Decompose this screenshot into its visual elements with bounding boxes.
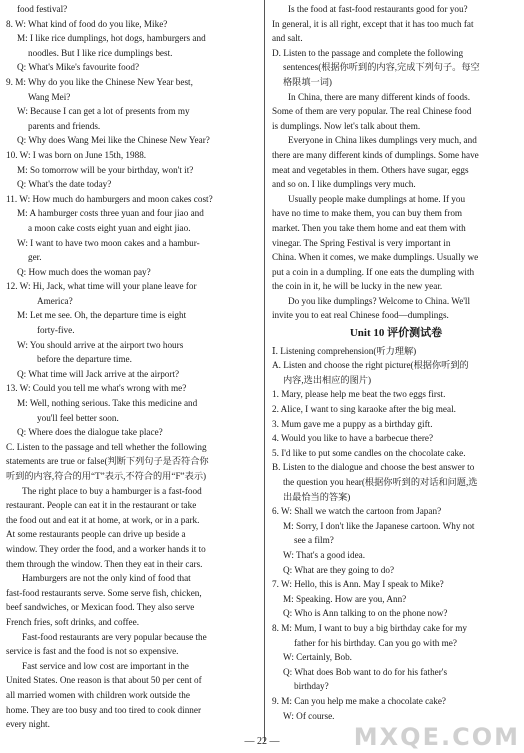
text-line: the coin in it, he will be lucky in the new year. (272, 281, 443, 292)
text-line: 听到的内容,符合的用“T”表示,不符合的用“F”表示) (6, 471, 207, 481)
text-line: Q: What's Mike's favourite food? (17, 62, 140, 73)
text-line: B. Listen to the dialogue and choose the best answer to (272, 462, 475, 473)
text-line: 7. W: Hello, this is Ann. May I speak to Mike? (272, 579, 444, 590)
text-line: the food out and eat it at home, at work, or in a park. (6, 514, 200, 525)
column-divider (264, 0, 265, 742)
page-number: — 22 — (244, 736, 280, 747)
text-line: M: I like rice dumplings, hot dogs, hamburgers and (17, 33, 206, 44)
text-line: In general, it is all right, except that it has too much fat (272, 18, 474, 29)
text-line: W: Because I can get a lot of presents from my (17, 106, 190, 117)
text-line: meat and vegetables in them. Others have sugar, eggs (272, 164, 469, 175)
text-line: a moon cake costs eight yuan and eight jiao. (28, 222, 191, 233)
text-line: In China, there are many different kinds of foods. (288, 91, 470, 102)
text-line: Ⅰ. Listening comprehension(听力理解) (272, 345, 417, 356)
text-line: Hamburgers are not the only kind of food that (22, 573, 191, 584)
text-line: Everyone in China likes dumplings very much, and (288, 135, 477, 146)
text-line: you'll feel better soon. (37, 412, 119, 423)
text-line: have no time to make them, you can buy them from (272, 208, 463, 219)
text-line: ger. (28, 252, 42, 263)
text-line: 10. W: I was born on June 15th, 1988. (6, 149, 147, 160)
text-line: put a coin in a dumpling. If one eats the dumpling with (272, 266, 475, 277)
text-line: 格限填一词) (283, 76, 332, 87)
text-line: 内容,选出相应的图片) (283, 374, 372, 385)
text-line: 9. M: Why do you like the Chinese New Year best, (6, 76, 193, 87)
text-line: Usually people make dumplings at home. If you (288, 193, 466, 204)
text-line: Q: What time will Jack arrive at the airport? (17, 368, 180, 379)
text-line: vinegar. The Spring Festival is very important in (272, 237, 451, 248)
text-line: At some restaurants people can drive up beside a (6, 529, 186, 540)
text-line: Some of them are very popular. The real Chinese food (272, 106, 472, 117)
text-line: M: A hamburger costs three yuan and four jiao and (17, 208, 204, 219)
text-line: and salt. (272, 33, 303, 44)
text-line: 9. M: Can you help me make a chocolate cake? (272, 695, 446, 706)
text-line: 3. Mum gave me a puppy as a birthday gift. (272, 418, 433, 429)
text-line: Wang Mei? (28, 91, 71, 102)
text-line: sentences(根据你听到的内容,完成下列句子。每空 (283, 62, 480, 73)
text-line: Q: Who is Ann talking to on the phone now? (283, 608, 448, 619)
text-line: Q: What does Bob want to do for his father's (283, 666, 448, 677)
text-line: United States. One reason is that about 50 per cent of (6, 675, 202, 686)
text-line: is dumplings. Now let's talk about them. (272, 120, 421, 131)
text-line: see a film? (294, 535, 334, 546)
text-line: birthday? (294, 681, 329, 692)
text-line: every night. (6, 719, 50, 730)
text-line: them through the window. Then they eat in their cars. (6, 558, 203, 569)
text-line: Do you like dumplings? Welcome to China. We'll (288, 295, 471, 306)
text-line: Fast-food restaurants are very popular because the (22, 631, 207, 642)
text-line: W: That's a good idea. (283, 549, 366, 560)
text-line: Q: What's the date today? (17, 179, 112, 190)
text-line: and so on. I like dumplings very much. (272, 179, 416, 190)
text-line: home. They are too busy and too tired to cook dinner (6, 704, 202, 715)
text-line: Q: Where does the dialogue take place? (17, 427, 163, 438)
passage-section (272, 2, 520, 323)
text-line: all married women with children work outside the (6, 689, 190, 700)
text-line: 出最恰当的答案) (283, 491, 351, 502)
text-line: window. They order the food, and a worker hands it to (6, 543, 206, 554)
text-line: A. Listen and choose the right picture(根据你听到的 (272, 360, 469, 371)
text-line: 2. Alice, I want to sing karaoke after the big meal. (272, 404, 456, 415)
text-line: W: Certainly, Bob. (283, 652, 352, 663)
text-line: 8. W: What kind of food do you like, Mike? (6, 18, 168, 29)
text-line: M: So tomorrow will be your birthday, won't it? (17, 164, 194, 175)
text-line: market. Then you take them home and eat them with (272, 222, 466, 233)
text-line: forty-five. (37, 325, 75, 336)
text-line: restaurant. People can eat it in the restaurant or take (6, 500, 197, 511)
text-line: 5. I'd like to put some candles on the chocolate cake. (272, 447, 466, 458)
text-line: the question you hear(根据你听到的对话和问题,选 (283, 477, 478, 487)
text-line: M: Well, nothing serious. Take this medicine and (17, 398, 198, 409)
text-line: before the departure time. (37, 354, 132, 365)
unit-title: Unit 10 评价测试卷 (349, 327, 443, 340)
text-line: Is the food at fast-food restaurants good for you? (288, 4, 468, 14)
text-line: 11. W: How much do hamburgers and moon cakes cost? (6, 193, 213, 204)
text-line: service is fast and the food is not so expensive. (6, 646, 179, 657)
text-line: 4. Would you like to have a barbecue there? (272, 433, 434, 444)
text-line: invite you to eat real Chinese food—dumplings. (272, 310, 449, 321)
text-line: 13. W: Could you tell me what's wrong with me? (6, 383, 187, 394)
text-line: D. Listen to the passage and complete the following (272, 47, 464, 58)
text-line: father for his birthday. Can you go with me? (294, 637, 457, 648)
text-line: 8. M: Mum, I want to buy a big birthday cake for my (272, 622, 467, 633)
text-line: 6. W: Shall we watch the cartoon from Japan? (272, 506, 442, 517)
text-line: C. Listen to the passage and tell whether the following (6, 441, 207, 452)
text-line: China. When it comes, we make dumplings. Usually we (272, 252, 479, 263)
text-line: Q: Why does Wang Mei like the Chinese New Year? (17, 135, 210, 146)
text-line: M: Sorry, I don't like the Japanese cartoon. Why not (283, 520, 475, 531)
text-line: The right place to buy a hamburger is a fast-food (22, 485, 202, 496)
text-line: W: Of course. (283, 710, 335, 721)
watermark-logo: MXQE.COM (353, 723, 520, 751)
text-line: statements are true or false(判断下列句子是否符合你 (6, 456, 209, 467)
text-line: French fries, soft drinks, and coffee. (6, 616, 140, 627)
text-line: noodles. But I like rice dumplings best. (28, 47, 173, 58)
right-column (272, 2, 520, 723)
text-line: food festival? (17, 4, 68, 14)
text-line: Q: How much does the woman pay? (17, 266, 151, 277)
left-column (6, 2, 258, 732)
text-line: Q: What are they going to do? (283, 564, 395, 575)
text-line: there are many different kinds of dumplings. Some have (272, 149, 479, 160)
text-line: W: You should arrive at the airport two hours (17, 339, 184, 350)
text-line: 12. W: Hi, Jack, what time will your plane leave for (6, 281, 197, 292)
text-line: parents and friends. (28, 120, 101, 131)
text-line: Fast service and low cost are important in the (22, 660, 189, 671)
text-line: 1. Mary, please help me beat the two eggs first. (272, 389, 446, 400)
text-line: W: I want to have two moon cakes and a hambur- (17, 237, 200, 248)
text-line: M: Let me see. Oh, the departure time is eight (17, 310, 187, 321)
text-line: beef sandwiches, or Mexican food. They also serve (6, 602, 195, 613)
text-line: M: Speaking. How are you, Ann? (283, 593, 407, 604)
test-section (272, 344, 520, 723)
text-line: America? (37, 295, 73, 306)
text-line: fast-food restaurants serve. Some serve fish, chicken, (6, 587, 202, 598)
